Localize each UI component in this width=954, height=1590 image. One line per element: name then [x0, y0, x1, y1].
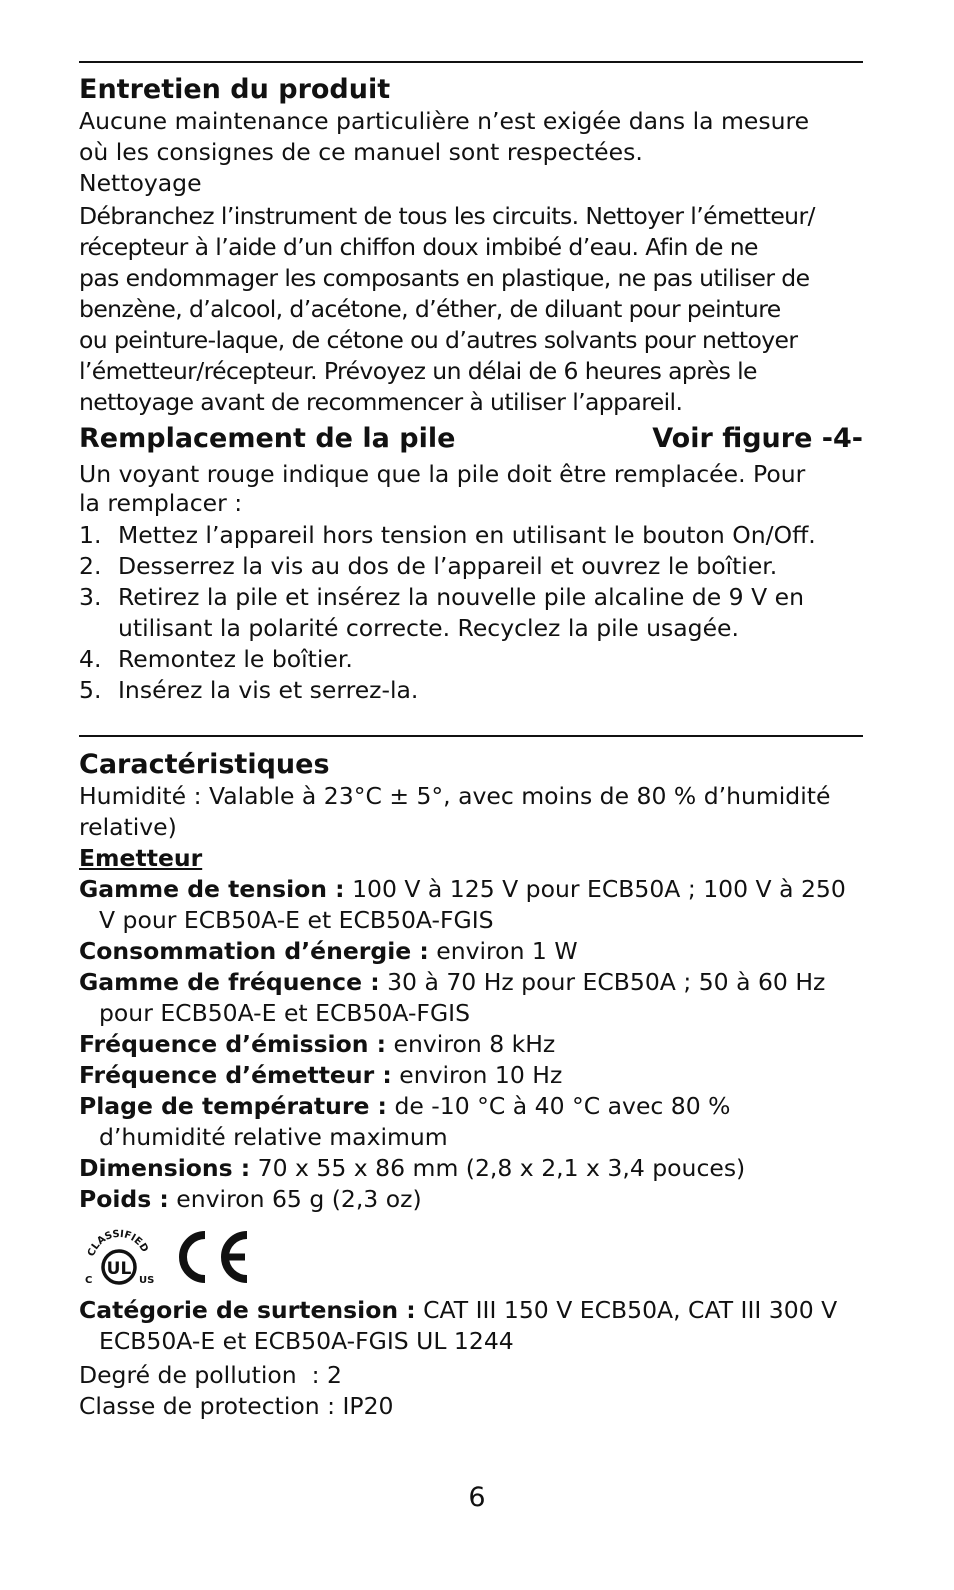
spec-label: Poids : — [79, 1185, 169, 1213]
certification-marks — [79, 1221, 869, 1285]
ul-center-text: UL — [106, 1259, 132, 1279]
maintenance-section — [79, 74, 869, 418]
battery-title: Remplacement de la pile — [79, 423, 456, 454]
spec-label: Consommation d’énergie : — [79, 937, 429, 965]
ce-mark-logo — [171, 1229, 253, 1285]
battery-steps-list — [79, 520, 869, 706]
cleaning-label: Nettoyage — [79, 169, 202, 197]
spec-voltage-range — [79, 874, 869, 936]
humidity-note: Humidité : Valable à 23°C ± 5°, avec moins de 80 % d’humidité relative) — [79, 782, 831, 841]
step-number: 3. — [79, 583, 102, 611]
svg-text:CLASSIFIED — [86, 1229, 150, 1258]
spec-pollution-degree: Degré de pollution : 2 — [79, 1361, 342, 1389]
list-item — [79, 551, 869, 582]
spec-overvoltage-category — [79, 1295, 869, 1357]
ul-classified-logo — [79, 1223, 161, 1285]
top-rule — [79, 61, 863, 63]
spec-label: Catégorie de surtension : — [79, 1296, 416, 1324]
spec-value: 100 V à 125 V pour ECB50A ; 100 V à 250 V pour ECB50A-E et ECB50A-FGIS — [99, 875, 846, 934]
list-item — [79, 675, 869, 706]
spec-label: Dimensions : — [79, 1154, 251, 1182]
ul-right-text: US — [139, 1275, 155, 1285]
cleaning-line: pas endommager les composants en plastique, ne pas utiliser de — [79, 264, 810, 292]
step-number: 5. — [79, 676, 102, 704]
spec-weight — [79, 1184, 869, 1215]
spec-protection-class: Classe de protection : IP20 — [79, 1392, 394, 1420]
spec-label: Fréquence d’émission : — [79, 1030, 387, 1058]
maintenance-intro-line-2: où les consignes de ce manuel sont respectées. — [79, 138, 643, 166]
spec-value: environ 10 Hz — [391, 1061, 563, 1089]
spec-frequency-range — [79, 967, 869, 1029]
spec-transmitter-frequency — [79, 1060, 869, 1091]
spec-value: environ 65 g (2,3 oz) — [168, 1185, 422, 1213]
ul-left-text: C — [85, 1275, 93, 1285]
section-divider — [79, 735, 863, 737]
figure-reference: Voir figure -4- — [652, 423, 863, 454]
battery-intro-line-1: Un voyant rouge indique que la pile doit être remplacée. Pour — [79, 460, 806, 488]
emitter-heading: Emetteur — [79, 844, 203, 872]
spec-value: de -10 °C à 40 °C avec 80 % d’humidité relative maximum — [99, 1092, 731, 1151]
page-number: 6 — [468, 1482, 486, 1513]
spec-label: Gamme de fréquence : — [79, 968, 380, 996]
maintenance-title: Entretien du produit — [79, 74, 391, 105]
battery-section — [79, 423, 869, 706]
spec-power-consumption — [79, 936, 869, 967]
step-text: Retirez la pile et insérez la nouvelle pile alcaline de 9 V en utilisant la polarité correcte. Recyclez la pile usagée. — [118, 583, 804, 642]
step-number: 4. — [79, 645, 102, 673]
spec-value: 30 à 70 Hz pour ECB50A ; 50 à 60 Hz pour ECB50A-E et ECB50A-FGIS — [99, 968, 826, 1027]
spec-value: 70 x 55 x 86 mm (2,8 x 2,1 x 3,4 pouces) — [250, 1154, 746, 1182]
spec-value: environ 8 kHz — [386, 1030, 556, 1058]
maintenance-intro-line-1: Aucune maintenance particulière n’est exigée dans la mesure — [79, 107, 810, 135]
list-item — [79, 520, 869, 551]
step-number: 2. — [79, 552, 102, 580]
specs-section — [79, 749, 869, 1422]
cleaning-line: nettoyage avant de recommencer à utiliser l’appareil. — [79, 388, 683, 416]
battery-heading-row — [79, 423, 863, 455]
spec-label: Gamme de tension : — [79, 875, 345, 903]
step-text: Mettez l’appareil hors tension en utilisant le bouton On/Off. — [118, 521, 816, 549]
list-item — [79, 644, 869, 675]
battery-intro-line-2: la remplacer : — [79, 489, 243, 517]
cleaning-line: ou peinture-laque, de cétone ou d’autres solvants pour nettoyer — [79, 326, 798, 354]
spec-dimensions — [79, 1153, 869, 1184]
step-text: Desserrez la vis au dos de l’appareil et ouvrez le boîtier. — [118, 552, 778, 580]
spec-emission-frequency — [79, 1029, 869, 1060]
ul-classified-text: CLASSIFIED — [86, 1228, 151, 1259]
cleaning-line: l’émetteur/récepteur. Prévoyez un délai de 6 heures après le — [79, 357, 757, 385]
step-number: 1. — [79, 521, 102, 549]
step-text: Insérez la vis et serrez-la. — [118, 676, 419, 704]
cleaning-line: Débranchez l’instrument de tous les circuits. Nettoyer l’émetteur/ — [79, 202, 815, 230]
spec-label: Plage de température : — [79, 1092, 387, 1120]
cleaning-line: récepteur à l’aide d’un chiffon doux imbibé d’eau. Afin de ne — [79, 233, 758, 261]
spec-value: CAT III 150 V ECB50A, CAT III 300 V ECB50A-E et ECB50A-FGIS UL 1244 — [99, 1296, 838, 1355]
specs-title: Caractéristiques — [79, 749, 330, 780]
list-item — [79, 582, 869, 644]
step-text: Remontez le boîtier. — [118, 645, 353, 673]
spec-temperature-range — [79, 1091, 779, 1153]
cleaning-line: benzène, d’alcool, d’acétone, d’éther, de diluant pour peinture — [79, 295, 781, 323]
cleaning-paragraph — [79, 201, 869, 418]
spec-value: environ 1 W — [428, 937, 578, 965]
spec-label: Fréquence d’émetteur : — [79, 1061, 392, 1089]
